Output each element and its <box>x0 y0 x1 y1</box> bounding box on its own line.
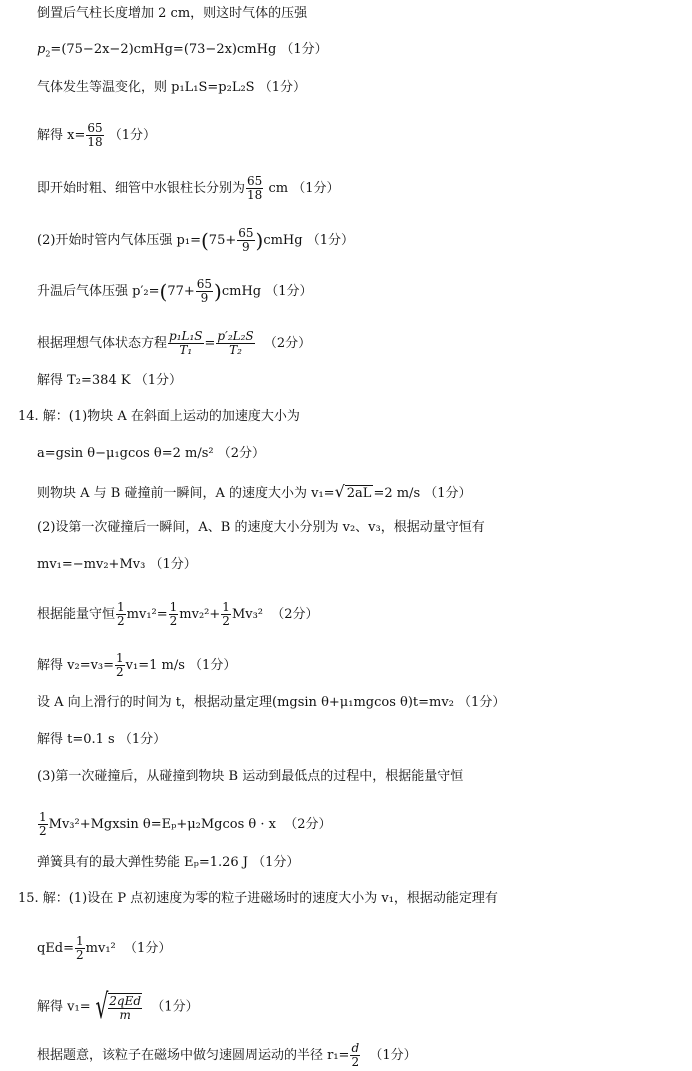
line-08: 根据理想气体状态方程 $\frac{\text{p₁L₁S}}{\text{T₁}}$ = $\frac{\text{p′₂L₂S}}{\text{T₂}}$ （2分） <box>37 329 312 357</box>
line-06: (2)开始时管内气体压强 p₁=(75+ $\frac{65}{9}$ )cmHg （1分） <box>37 226 355 254</box>
fraction: $\frac{1}{2}$ <box>169 600 178 628</box>
line-01: 倒置后气柱长度增加 2 cm，则这时气体的压强 <box>37 6 308 21</box>
line-22: 15. 解：(1)设在 P 点初速度为零的粒子进磁场时的速度大小为 v₁，根据动能定理有 <box>18 891 498 906</box>
fraction: $\frac{65}{9}$ <box>238 226 254 254</box>
line-25: 根据题意，该粒子在磁场中做匀速圆周运动的半径 r₁= $\frac{d}{2}$ （1分） <box>37 1041 417 1069</box>
line-02: $p_2=(75-2x-2)cmHg=(73-2x)cmHg$ （1分） <box>37 42 328 59</box>
line-10: 14. 解：(1)物块 A 在斜面上运动的加速度大小为 <box>18 409 300 424</box>
line-05: 即开始时粗、细管中水银柱长分别为 $\frac{65}{18}$ cm （1分） <box>37 174 340 202</box>
line-19: (3)第一次碰撞后，从碰撞到物块 B 运动到最低点的过程中，根据能量守恒 <box>37 769 464 784</box>
line-03: 气体发生等温变化，则 p₁L₁S=p₂L₂S （1分） <box>37 80 307 95</box>
fraction: $\frac{1}{2}$ <box>39 810 47 838</box>
line-15: 根据能量守恒 $\frac{1}{2}$ mv₁²= $\frac{1}{2}$ mv₂²+ $\frac{1}{2}$ Mv₃² （2分） <box>37 600 319 628</box>
line-20: $\frac{1}{2}$ Mv₃²+Mgxsin θ=Eₚ+μ₂Mgcos θ · x （2分） <box>39 810 332 838</box>
fraction: $\frac{1}{2}$ <box>222 600 230 628</box>
line-09: 解得 T₂=384 K （1分） <box>37 373 182 388</box>
fraction: $\frac{65}{18}$ <box>87 121 103 149</box>
fraction: $\frac{\text{p₁L₁S}}{\text{T₁}}$ <box>169 329 203 357</box>
fraction: $\frac{d}{2}$ <box>351 1041 360 1069</box>
line-13: (2)设第一次碰撞后一瞬间，A、B 的速度大小分别为 v₂、v₃，根据动量守恒有 <box>37 520 485 535</box>
fraction: 2qEd m <box>109 993 142 1022</box>
line-18: 解得 t=0.1 s （1分） <box>37 732 167 747</box>
line-16: 解得 v₂=v₃= $\frac{1}{2}$ v₁=1 m/s （1分） <box>37 651 237 679</box>
fraction: $\frac{1}{2}$ <box>116 651 124 679</box>
line-17: 设 A 向上滑行的时间为 t，根据动量定理(mgsin θ+μ₁mgcos θ)t=mv₂ （1分） <box>37 695 506 710</box>
fraction: $\frac{1}{2}$ <box>76 934 84 962</box>
line-07: 升温后气体压强 p′₂=(77+ $\frac{65}{9}$ )cmHg （1分） <box>37 277 313 305</box>
line-11: a=gsin θ−μ₁gcos θ=2 m/s² （2分） <box>37 446 266 461</box>
line-12: 则物块 A 与 B 碰撞前一瞬间，A 的速度大小为 v₁=√ 2aL =2 m/s （1分） <box>37 482 472 501</box>
line-24: 解得 v₁= √ 2qEd m （1分） <box>37 987 199 1027</box>
fraction: $\frac{1}{2}$ <box>117 600 125 628</box>
line-04: 解得 x= $\frac{65}{18}$ （1分） <box>37 121 157 149</box>
fraction: $\frac{65}{9}$ <box>196 277 213 305</box>
line-14: mv₁=−mv₂+Mv₃ （1分） <box>37 557 197 572</box>
line-21: 弹簧具有的最大弹性势能 Eₚ=1.26 J （1分） <box>37 855 300 870</box>
fraction: $\frac{65}{18}$ <box>247 174 263 202</box>
square-root: √ 2qEd m <box>94 987 142 1027</box>
fraction: $\frac{\text{p′₂L₂S}}{\text{T₂}}$ <box>217 329 254 357</box>
line-23: qEd= $\frac{1}{2}$ mv₁² （1分） <box>37 934 172 962</box>
